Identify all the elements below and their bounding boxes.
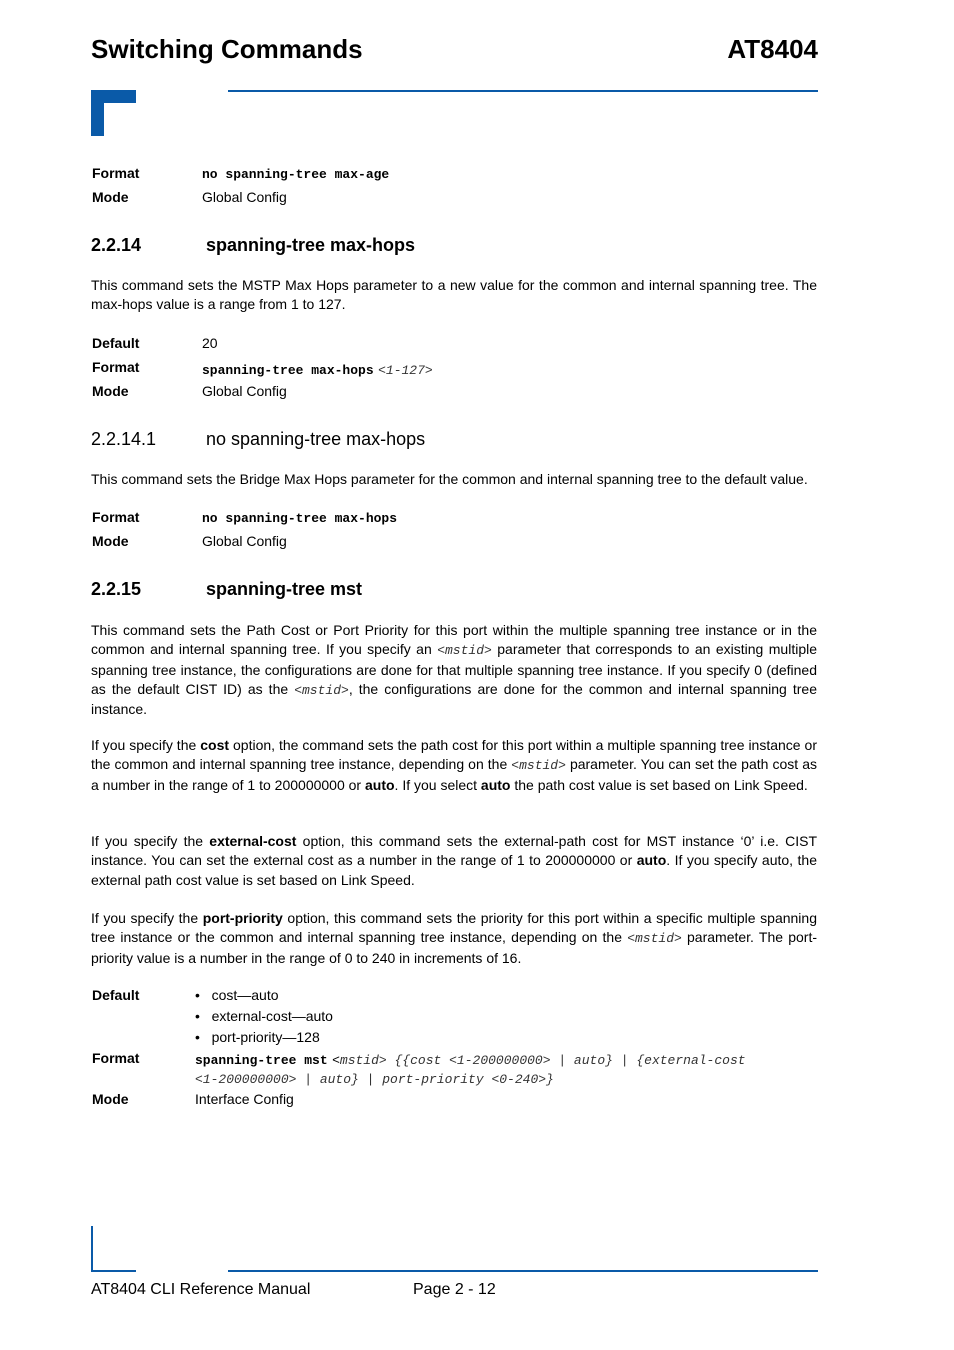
mode-value: Interface Config	[195, 1091, 294, 1107]
paragraph: If you specify the cost option, the command sets the path cost for this port within a multiple spanning tree instance or the common and internal spanning tree instance, depending on the <mstid> parameter. You can set the path cost as a number in the range of 1 to 200000000 or auto. If you select auto the path cost value is set based on Link Speed.	[91, 737, 817, 793]
footer-rule	[228, 1270, 818, 1272]
mode-value: Global Config	[202, 383, 287, 399]
mode-value: Global Config	[202, 189, 287, 205]
format-argument: <1-127>	[378, 363, 433, 378]
section-number: 2.2.15	[91, 579, 142, 599]
paragraph: If you specify the external-cost option, this command sets the external-path cost for MST instance ‘0’ i.e. CIST instance. You can set the external cost as a number in the range of 1 to 200000000 or auto. If you specify auto, the external path cost value is set based on Link Speed.	[91, 833, 817, 888]
default-label: Default	[92, 987, 140, 1003]
mode-label: Mode	[92, 189, 129, 205]
default-value: 20	[202, 335, 218, 351]
list-item: • port-priority—128	[195, 1029, 320, 1045]
format-command: spanning-tree mst	[195, 1053, 328, 1068]
subsection-title: no spanning-tree max-hops	[206, 429, 426, 449]
section-number: 2.2.14	[91, 235, 142, 255]
format-value: spanning-tree mst <mstid> {{cost <1-200000000> | auto} | {external-cost <1-200000000> | auto} | port-priority <0-240>}	[195, 1053, 746, 1087]
section-description: This command sets the MSTP Max Hops parameter to a new value for the common and internal spanning tree. The max-hops value is a range from 1 to 127.	[91, 277, 817, 313]
format-value: no spanning-tree max-hops	[202, 511, 398, 526]
footer-page: Page 2 - 12	[413, 1281, 496, 1298]
format-value: no spanning-tree max-age	[202, 167, 390, 182]
mode-label: Mode	[92, 533, 129, 549]
paragraph: This command sets the Path Cost or Port Priority for this port within the multiple spanning tree instance or in the common and internal spanning tree. If you specify an <mstid> parameter that corresponds to an existing multiple spanning tree instance, the configurations are done for that multiple spanning tree instance. If you specify 0 (defined as the default CIST ID) as the <mstid>, the configurations are done for the common and internal spanning tree instance.	[91, 622, 817, 718]
mode-value: Global Config	[202, 533, 287, 549]
default-label: Default	[92, 335, 140, 351]
corner-mark-bottom	[91, 1226, 136, 1272]
format-label: Format	[92, 1050, 140, 1066]
subsection-description: This command sets the Bridge Max Hops parameter for the common and internal spanning tree to the default value.	[91, 471, 808, 487]
subsection-number: 2.2.14.1	[91, 429, 157, 449]
format-label: Format	[92, 359, 140, 375]
header-rule	[228, 90, 818, 92]
format-value	[202, 361, 433, 379]
list-item: • cost—auto	[195, 987, 279, 1003]
section-title: spanning-tree mst	[206, 579, 363, 599]
paragraph: If you specify the port-priority option, this command sets the priority for this port within a specific multiple spanning tree instance or the common and internal spanning tree instance, depending on the <mstid> parameter. The port-priority value is a number in the range of 0 to 240 in increments of 16.	[91, 910, 818, 966]
header-model: AT8404	[727, 34, 818, 64]
format-label: Format	[92, 509, 140, 525]
list-item: • external-cost—auto	[195, 1008, 333, 1024]
section-title: spanning-tree max-hops	[206, 235, 416, 255]
format-command: spanning-tree max-hops	[202, 363, 374, 378]
mode-label: Mode	[92, 383, 129, 399]
corner-mark-top	[91, 90, 136, 136]
mode-label: Mode	[92, 1091, 129, 1107]
format-argument: mstid> {{cost <1-200000000> | auto} | {external-cost	[339, 1053, 746, 1068]
header-title: Switching Commands	[91, 34, 363, 64]
footer-manual: AT8404 CLI Reference Manual	[91, 1281, 311, 1298]
format-argument: <1-200000000> | auto} | port-priority <0-240>}	[195, 1071, 554, 1087]
format-label: Format	[92, 165, 140, 181]
